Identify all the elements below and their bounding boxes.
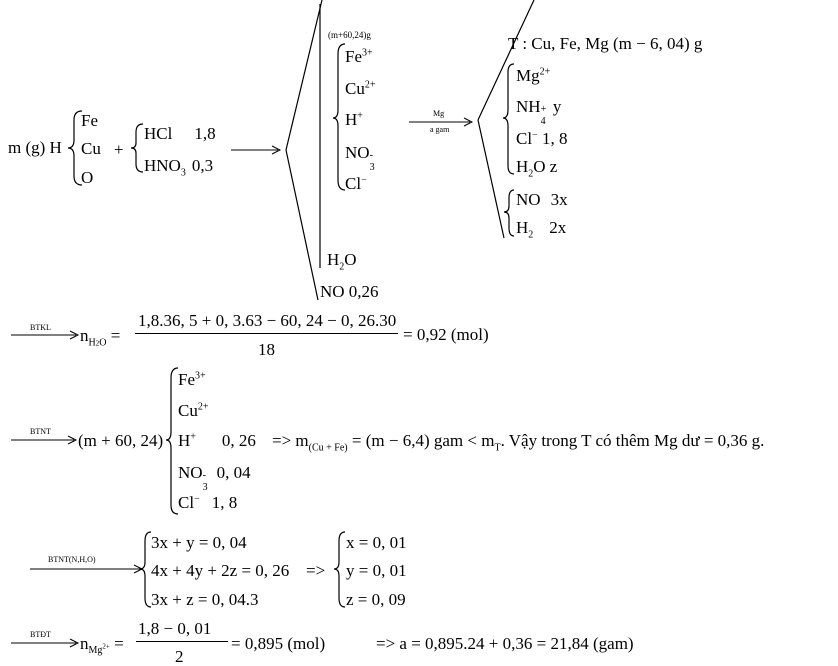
system-solution: z = 0, 09 bbox=[346, 590, 406, 609]
btnt-ion: $Fe^{3+}$ bbox=[178, 370, 206, 389]
solid-T: T : Cu, Fe, Mg (m − 6, 04) g bbox=[508, 34, 703, 53]
btdt-arrow-label: BTĐT bbox=[30, 630, 51, 639]
btkl-denominator: 18 bbox=[258, 340, 275, 359]
btdt-fraction-bar bbox=[136, 641, 228, 642]
btkl-numerator: 1,8.36, 5 + 0, 3.63 − 60, 24 − 0, 26.30 bbox=[138, 311, 397, 330]
system-arrow-label: BTNT(N,H,O) bbox=[48, 555, 96, 564]
acid-name: HCl bbox=[144, 124, 173, 143]
system-equation: 3x + z = 0, 04.3 bbox=[151, 590, 259, 609]
btkl-arrow-label: BTKL bbox=[30, 323, 51, 332]
no-gas-product: NO 0,26 bbox=[320, 282, 379, 301]
btdt-result: = 0,895 (mol) bbox=[231, 634, 326, 653]
final-ion: NH + 4 y bbox=[516, 97, 562, 127]
system-arrow-text: => bbox=[306, 561, 326, 580]
solution-ion: NO - 3 bbox=[345, 143, 375, 173]
btdt-numerator: 1,8 − 0, 01 bbox=[138, 619, 212, 638]
system-solution: x = 0, 01 bbox=[346, 533, 407, 552]
acid-amount: 1,8 bbox=[194, 124, 216, 143]
solution-ion: $Fe^{3+}$ bbox=[345, 47, 373, 66]
btdt-lhs: $n_{Mg^{2+}}$ = bbox=[80, 634, 124, 657]
final-ion: $H_2O$ z bbox=[516, 157, 558, 180]
system-equation: 4x + 4y + 2z = 0, 26 bbox=[151, 561, 290, 580]
solution-mass: (m+60,24)g bbox=[328, 30, 371, 40]
gas-product: $H_2$ 2x bbox=[516, 218, 567, 241]
gas-product: NO 3x bbox=[516, 190, 568, 209]
btkl-result: = 0,92 (mol) bbox=[403, 325, 489, 344]
btnt-ion: NO - 3 0, 04 bbox=[178, 463, 251, 493]
solution-ion: Cl− bbox=[345, 174, 367, 193]
system-solution: y = 0, 01 bbox=[346, 561, 407, 580]
btnt-ion: $Cu^{2+}$ bbox=[178, 401, 209, 420]
acid-amount: 0,3 bbox=[191, 156, 214, 175]
water-product: $H_2O$ bbox=[327, 250, 357, 273]
H-component: O bbox=[81, 168, 94, 187]
acid-name: HNO bbox=[144, 156, 181, 175]
btnt-ion: Cl− 1, 8 bbox=[178, 493, 238, 512]
solution-ion: $Cu^{2+}$ bbox=[345, 79, 376, 98]
H-component: Fe bbox=[81, 111, 98, 130]
btnt-mass: (m + 60, 24) bbox=[78, 431, 164, 450]
mg-arrow-amount: a gam bbox=[430, 125, 450, 134]
mass-H-label: m (g) H bbox=[8, 138, 62, 157]
final-ion: Cl− 1, 8 bbox=[516, 129, 568, 148]
system-equation: 3x + y = 0, 04 bbox=[151, 533, 247, 552]
btnt-ion: H+ 0, 26 bbox=[178, 431, 256, 450]
btkl-lhs: $n_{H2O}$ = bbox=[80, 326, 121, 349]
btnt-conclusion: => $m_{(Cu + Fe)} = (m - 6,4)$ gam < $m_T$. Vậy trong T có thêm Mg dư = 0,36 g. bbox=[272, 431, 765, 454]
mg-arrow-label: Mg bbox=[433, 109, 445, 118]
plus-sign: + bbox=[114, 140, 124, 159]
final-ion: $Mg^{2+}$ bbox=[516, 66, 551, 85]
btnt-arrow-label: BTNT bbox=[30, 427, 51, 436]
solution-ion: H+ bbox=[345, 110, 363, 129]
btdt-denominator: 2 bbox=[175, 647, 184, 666]
acid-subscript: 3 bbox=[180, 167, 186, 179]
btdt-final: => a = 0,895.24 + 0,36 = 21,84 (gam) bbox=[376, 634, 634, 653]
H-component: Cu bbox=[81, 139, 101, 158]
